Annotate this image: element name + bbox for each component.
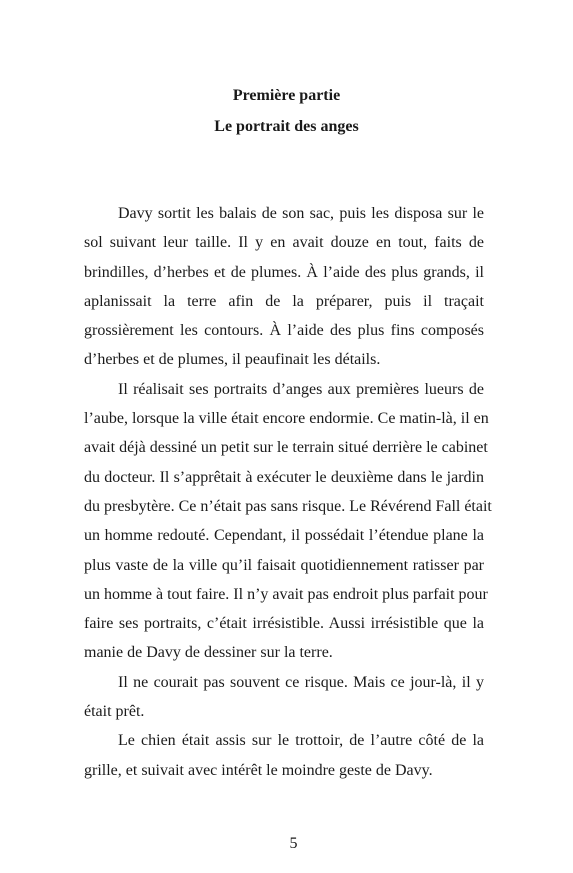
paragraph (84, 726, 484, 785)
text-line: aplanissait la terre afin de la préparer, puis il traçait (84, 292, 484, 310)
page-number: 5 (289, 835, 298, 852)
text-line: sol suivant leur taille. Il y en avait douze en tout, faits de (84, 234, 484, 252)
text-line: manie de Davy de dessiner sur la terre. (84, 644, 333, 662)
text-line: Davy sortit les balais de son sac, puis les disposa sur le (118, 205, 484, 222)
chapter-title: Le portrait des anges (214, 118, 359, 135)
text-line: Il réalisait ses portraits d’anges aux premières lueurs de (118, 380, 484, 398)
text-line: du docteur. Il s’apprêtait à exécuter le deuxième dans le jardin (84, 468, 484, 486)
paragraph (84, 199, 484, 375)
text-line: faire ses portraits, c’était irrésistible. Aussi irrésistible que la (84, 615, 484, 633)
text-line: l’aube, lorsque la ville était encore endormie. Ce matin-là, il en (84, 410, 489, 428)
text-line: du presbytère. Ce n’était pas sans risque. Le Révérend Fall était (84, 497, 492, 515)
text-line: grille, et suivait avec intérêt le moindre geste de Davy. (84, 761, 433, 779)
paragraph (84, 375, 492, 668)
text-line: avait déjà dessiné un petit sur le terrain situé derrière le cabinet (84, 439, 488, 457)
text-line: grossièrement les contours. À l’aide des plus fins composés (84, 322, 484, 340)
text-line: d’herbes et de plumes, il peaufinait les détails. (84, 351, 381, 369)
body-text (84, 199, 492, 785)
text-line: Le chien était assis sur le trottoir, de l’autre côté de la (118, 732, 484, 750)
part-title: Première partie (232, 87, 341, 104)
text-line: un homme à tout faire. Il n’y avait pas endroit plus parfait pour (84, 585, 488, 603)
text-line: un homme redouté. Cependant, il possédait l’étendue plane la (84, 527, 484, 545)
text-line: brindilles, d’herbes et de plumes. À l’aide des plus grands, il (84, 263, 484, 281)
text-line: Il ne courait pas souvent ce risque. Mais ce jour-là, il y (118, 673, 484, 691)
text-line: était prêt. (84, 703, 145, 721)
text-line: plus vaste de la ville qu’il faisait quotidiennement ratisser par (84, 556, 484, 574)
paragraph (84, 668, 484, 727)
